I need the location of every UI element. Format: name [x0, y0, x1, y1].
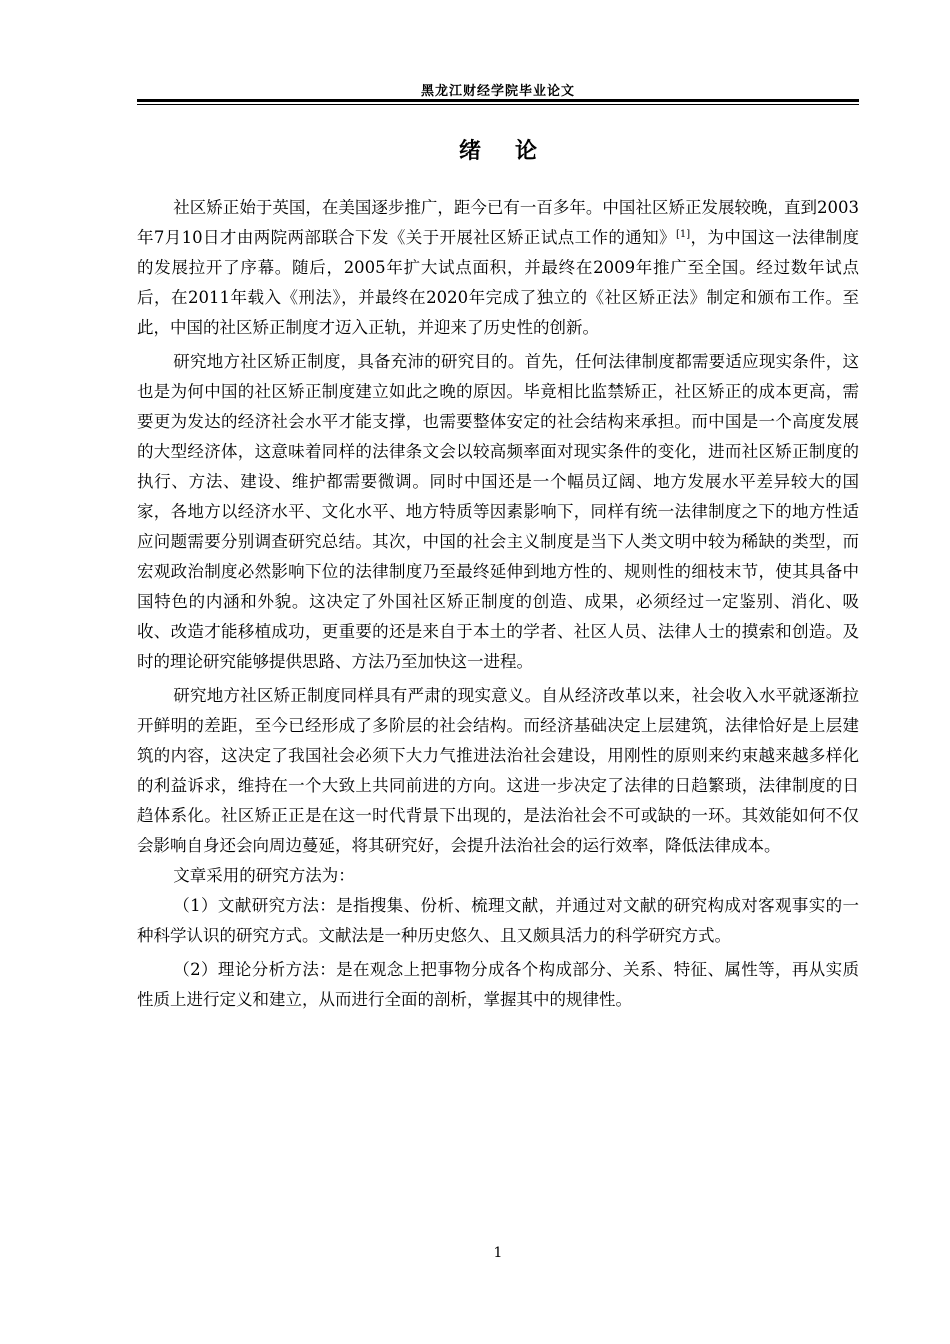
body-text [137, 193, 859, 1015]
paragraph-1 [137, 193, 859, 343]
page-number: 1 [493, 1245, 503, 1261]
paragraph-4: 文章采用的研究方法为： [173, 866, 355, 885]
paragraph-3: 研究地方社区矫正制度同样具有严肃的现实意义。自从经济改革以来，社会收入水平就逐渐拉开鲜明的差距，至今已经形成了多阶层的社会结构。而经济基础决定上层建筑，法律恰好是上层建筑的内容，这决定了我国社会必须下大力气推进法治社会建设，用刚性的原则来约束越来越多样化的利益诉求，维持在一个大致上共同前进的方向。这进一步决定了法律的日趋繁琐，法律制度的日趋体系化。社区矫正正是在这一时代背景下出现的，是法治社会不可或缺的一环。其效能如何不仅会影响自身还会向周边蔓延，将其研究好，会提升法治社会的运行效率，降低法律成本。 [137, 686, 859, 855]
header-rule-thin [137, 104, 859, 105]
paragraph-5: （1）文献研究方法：是指搜集、份析、梳理文献，并通过对文献的研究构成对客观事实的一种科学认识的研究方式。文献法是一种历史悠久、且又颇具活力的科学研究方式。 [137, 896, 859, 945]
running-header: 黑龙江财经学院毕业论文 [420, 84, 575, 99]
paragraph-1-part-b: ，为中国这一法律制度的发展拉开了序幕。随后，2005年扩大试点面积，并最终在2009年推广至全国。经过数年试点后，在2011年载入《刑法》，并最终在2020年完成了独立的《社区矫正法》制定和颁布工作。至此，中国的社区矫正制度才迈入正轨，并迎来了历史性的创新。 [137, 228, 859, 337]
citation-1: [1] [675, 229, 691, 240]
header-rule-thick [137, 99, 859, 102]
paragraph-1-part-a: 社区矫正始于英国，在美国逐步推广，距今已有一百多年。中国社区矫正发展较晚，直到2003年7月10日才由两院两部联合下发《关于开展社区矫正试点工作的通知》 [137, 198, 859, 247]
paragraph-2: 研究地方社区矫正制度，具备充沛的研究目的。首先，任何法律制度都需要适应现实条件，这也是为何中国的社区矫正制度建立如此之晚的原因。毕竟相比监禁矫正，社区矫正的成本更高，需要更为发达的经济社会水平才能支撑，也需要整体安定的社会结构来承担。而中国是一个高度发展的大型经济体，这意味着同样的法律条文会以较高频率面对现实条件的变化，进而社区矫正制度的执行、方法、建设、维护都需要微调。同时中国还是一个幅员辽阔、地方发展水平差异较大的国家，各地方以经济水平、文化水平、地方特质等因素影响下，同样有统一法律制度之下的地方性适应问题需要分别调查研究总结。其次，中国的社会主义制度是当下人类文明中较为稀缺的类型，而宏观政治制度必然影响下位的法律制度乃至最终延伸到地方性的、规则性的细枝末节，使其具备中国特色的内涵和外貌。这决定了外国社区矫正制度的创造、成果，必须经过一定鉴别、消化、吸收、改造才能移植成功，更重要的还是来自于本土的学者、社区人员、法律人士的摸索和创造。及时的理论研究能够提供思路、方法乃至加快这一进程。 [137, 352, 859, 671]
chapter-title: 绪论 [458, 139, 571, 164]
paragraph-6: （2）理论分析方法：是在观念上把事物分成各个构成部分、关系、特征、属性等，再从实质性质上进行定义和建立，从而进行全面的剖析，掌握其中的规律性。 [137, 960, 859, 1009]
